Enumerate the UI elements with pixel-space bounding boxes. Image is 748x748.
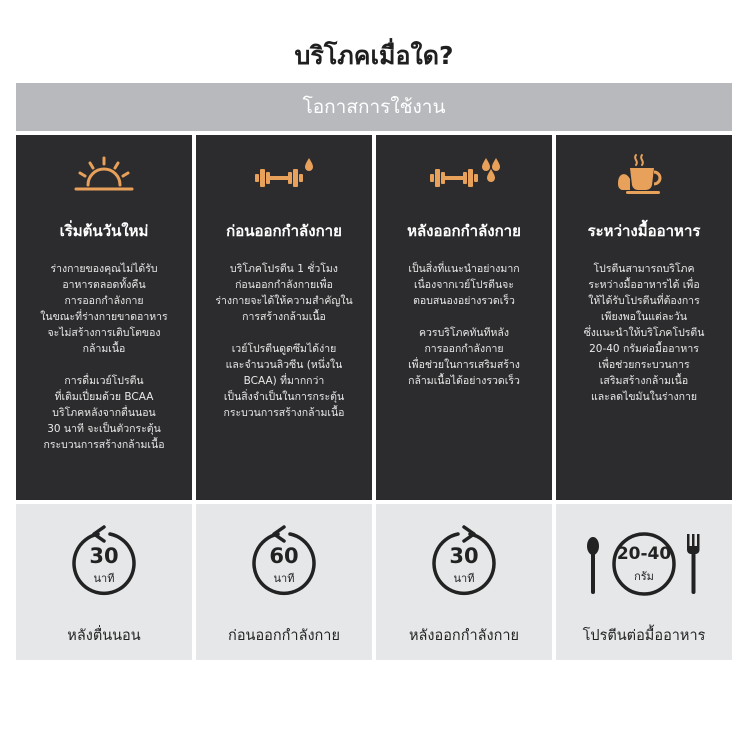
description-paragraph: ควรบริโภคทันทีหลัง การออกกำลังกาย เพื่อช่วยในการเสริมสร้าง กล้ามเนื้อได้อย่างรวดเร็ว [408,327,520,387]
description-paragraph: เป็นสิ่งที่แนะนำอย่างมาก เนื่องจากเวย์โปรตีนจะ ตอบสนองอย่างรวดเร็ว [408,263,520,307]
protein-amount: 20-40 [616,544,672,564]
timer-icon [244,524,324,604]
section-header: โอกาสการใช้งาน [16,83,732,131]
column-timing-panel [16,504,192,660]
column-heading: หลังออกกำลังกาย [407,222,521,240]
column-post-workout [376,135,552,660]
timer-value: 30 [449,544,479,568]
timer-unit: นาที [453,572,475,585]
timer-icon [424,524,504,604]
dumbbell-drops-icon [376,153,552,197]
column-info-panel [556,135,732,500]
timing-label: โปรตีนต่อมื้ออาหาร [582,628,706,644]
column-info-panel [16,135,192,500]
column-description [207,261,360,421]
sunrise-icon [16,153,192,197]
column-heading: ก่อนออกกำลังกาย [226,222,342,240]
timer-unit: นาที [273,572,295,585]
description-paragraph: โปรตีนสามารถบริโภค ระหว่างมื้ออาหารได้ เพื่อ ให้ได้รับโปรตีนที่ต้องการ เพียงพอในแต่ละวัน ซึ่งแนะนำให้บริโภคโปรตีน 20-40 กรัมต่อมื้ออาหาร เพื่อช่วยกระบวนการ เสริมสร้างกล้ามเนื้อ และลดไขมันในร่างกาย [583,263,705,403]
column-description [576,261,713,405]
timing-label: หลังออกกำลังกาย [408,628,520,644]
column-timing-panel [196,504,372,660]
plate-icon [579,524,709,604]
meal-icon [556,153,732,197]
timer-value: 60 [269,544,299,568]
column-timing-panel [556,504,732,660]
column-between-meals [556,135,732,660]
column-description [400,261,528,389]
dumbbell-drop-icon [196,153,372,197]
timer-unit: นาที [93,572,115,585]
protein-unit: กรัม [634,570,654,583]
column-info-panel [376,135,552,500]
timer-icon [64,524,144,604]
usage-grid [16,135,732,660]
column-pre-workout [196,135,372,660]
description-paragraph: ร่างกายของคุณไม่ได้รับ อาหารตลอดทั้งคืน การออกกำลังกาย ในขณะที่ร่างกายขาดอาหาร จะไม่สร้างการเติบโตของ กล้ามเนื้อ [40,263,168,355]
column-info-panel [196,135,372,500]
description-paragraph: การดื่มเวย์โปรตีน ที่เติมเปี่ยมด้วย BCAA บริโภคหลังจากตื่นนอน 30 นาที จะเป็นตัวกระตุ้น กระบวนการสร้างกล้ามเนื้อ [43,375,165,451]
description-paragraph: เวย์โปรตีนดูดซึมได้ง่าย และจำนวนลิวซีน (หนึ่งใน BCAA) ที่มากกว่า เป็นสิ่งจำเป็นในการกระตุ้น กระบวนการสร้างกล้ามเนื้อ [223,343,345,419]
column-heading: ระหว่างมื้ออาหาร [587,222,701,240]
column-morning [16,135,192,660]
column-description [32,261,175,453]
timing-label: หลังตื่นนอน [67,628,141,644]
timer-value: 30 [89,544,119,568]
description-paragraph: บริโภคโปรตีน 1 ชั่วโมง ก่อนออกกำลังกายเพื่อ ร่างกายจะได้ให้ความสำคัญใน การสร้างกล้ามเนื้อ [215,263,353,323]
timing-label: ก่อนออกกำลังกาย [228,628,340,644]
column-heading: เริ่มต้นวันใหม่ [59,222,149,240]
page-title: บริโภคเมื่อใด? [294,41,454,70]
column-timing-panel [376,504,552,660]
